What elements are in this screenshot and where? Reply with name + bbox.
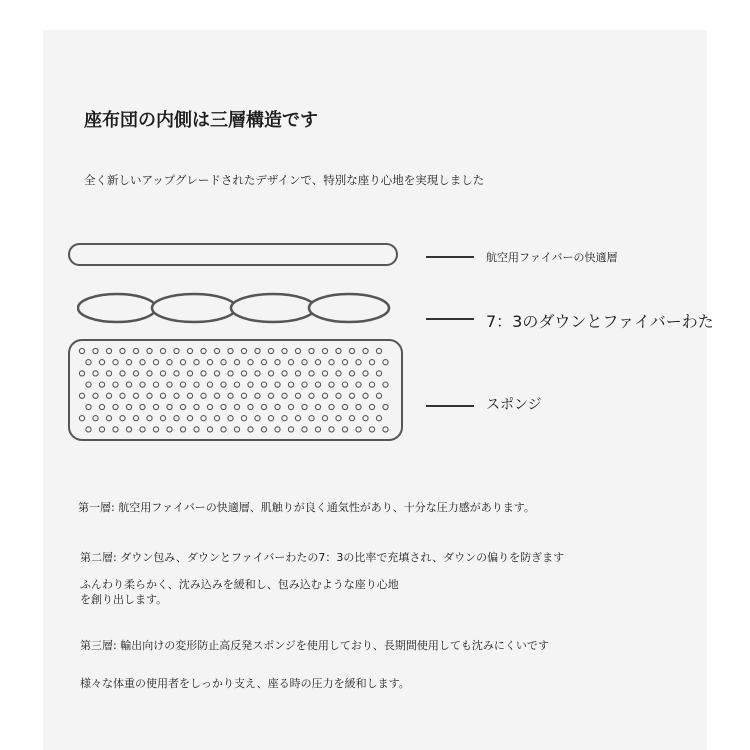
sponge-dot — [356, 360, 361, 365]
sponge-dot — [221, 404, 226, 409]
sponge-dot — [214, 393, 219, 398]
sponge-dot — [275, 404, 280, 409]
leader-line-down — [426, 318, 474, 320]
sponge-dot — [133, 393, 138, 398]
sponge-dot — [174, 416, 179, 421]
sponge-dot — [349, 416, 354, 421]
sponge-dot — [221, 382, 226, 387]
paragraph-second-layer: 第二層: ダウン包み、ダウンとファイバーわたの7：3の比率で充填され、ダウンの偏りを防ぎます — [80, 551, 565, 564]
sponge-dot — [201, 348, 206, 353]
sponge-dot — [309, 348, 314, 353]
sponge-dot — [207, 382, 212, 387]
sponge-dot — [363, 416, 368, 421]
sponge-dot — [282, 393, 287, 398]
sponge-dot — [120, 393, 125, 398]
sponge-dot — [153, 360, 158, 365]
sponge-dot — [336, 371, 341, 376]
sponge-dot — [288, 427, 293, 432]
paragraph-third-layer: 第三層: 輸出向けの変形防止高反発スポンジを使用しており、長期間使用しても沈みにくいです — [80, 639, 549, 652]
sponge-dot — [214, 416, 219, 421]
paragraph-first-layer: 第一層: 航空用ファイバーの快適層、肌触りが良く通気性があり、十分な圧力感があります。 — [78, 501, 535, 514]
sponge-dot — [113, 382, 118, 387]
sponge-dot — [133, 416, 138, 421]
sponge-dot — [275, 360, 280, 365]
sponge-dot — [363, 393, 368, 398]
sponge-dot — [207, 360, 212, 365]
sponge-dot — [342, 382, 347, 387]
sponge-dot — [79, 348, 84, 353]
sponge-dot — [140, 404, 145, 409]
sponge-dot — [214, 348, 219, 353]
sponge-dot — [86, 382, 91, 387]
sponge-dot — [261, 382, 266, 387]
sponge-dot — [180, 404, 185, 409]
sponge-dot — [241, 393, 246, 398]
sponge-dot — [126, 427, 131, 432]
sponge-dot — [329, 427, 334, 432]
sponge-dot — [187, 371, 192, 376]
sponge-dot — [207, 427, 212, 432]
sponge-dot — [342, 427, 347, 432]
sponge-dot — [194, 404, 199, 409]
sponge-dot — [261, 427, 266, 432]
sponge-dot — [180, 427, 185, 432]
sponge-dot — [113, 404, 118, 409]
sponge-dot — [153, 404, 158, 409]
sponge-dot — [268, 348, 273, 353]
sponge-dot — [126, 360, 131, 365]
sponge-dot — [315, 360, 320, 365]
sponge-dot — [99, 360, 104, 365]
sponge-dot — [167, 382, 172, 387]
sponge-dot — [113, 360, 118, 365]
sponge-dot — [167, 360, 172, 365]
sponge-dot — [356, 404, 361, 409]
sponge-dot — [315, 382, 320, 387]
sponge-dot — [336, 348, 341, 353]
sponge-dot — [282, 348, 287, 353]
sponge-dot — [336, 393, 341, 398]
sponge-dot — [120, 348, 125, 353]
sponge-dot — [86, 427, 91, 432]
sponge-layer-illustration — [68, 339, 403, 441]
sponge-dot — [234, 404, 239, 409]
sponge-dot — [106, 371, 111, 376]
sponge-dot — [288, 404, 293, 409]
sponge-dot — [106, 416, 111, 421]
sponge-dot — [376, 371, 381, 376]
sponge-dot — [288, 360, 293, 365]
sponge-dot — [86, 360, 91, 365]
sponge-dot — [261, 360, 266, 365]
sponge-dot — [194, 382, 199, 387]
sponge-dot — [106, 393, 111, 398]
sponge-dot — [248, 404, 253, 409]
sponge-dot — [99, 382, 104, 387]
sponge-dot — [255, 348, 260, 353]
sponge-dot — [153, 427, 158, 432]
sponge-dot — [120, 416, 125, 421]
sponge-dot — [309, 393, 314, 398]
sponge-dot — [160, 348, 165, 353]
sponge-dot — [349, 393, 354, 398]
sponge-dot — [194, 360, 199, 365]
sponge-dot — [241, 371, 246, 376]
sponge-dot — [140, 427, 145, 432]
sponge-dot — [376, 348, 381, 353]
page-title: 座布団の内側は三層構造です — [84, 110, 318, 131]
layer-label-down: 7：3のダウンとファイバーわた — [486, 312, 714, 331]
sponge-dot — [174, 348, 179, 353]
sponge-dot — [160, 416, 165, 421]
sponge-dot — [221, 360, 226, 365]
sponge-dot — [147, 393, 152, 398]
sponge-dot — [86, 404, 91, 409]
sponge-dot — [268, 416, 273, 421]
sponge-dot — [342, 404, 347, 409]
sponge-dot — [356, 427, 361, 432]
sponge-dot — [255, 393, 260, 398]
sponge-dot — [93, 371, 98, 376]
sponge-dot — [241, 348, 246, 353]
sponge-dot — [228, 393, 233, 398]
sponge-dot — [322, 348, 327, 353]
sponge-dot — [126, 382, 131, 387]
page-subtitle: 全く新しいアップグレードされたデザインで、特別な座り心地を実現しました — [84, 173, 485, 187]
sponge-dot — [349, 371, 354, 376]
sponge-dot — [167, 427, 172, 432]
sponge-dot — [369, 404, 374, 409]
sponge-dot — [315, 404, 320, 409]
sponge-dot — [234, 382, 239, 387]
sponge-dot — [376, 416, 381, 421]
sponge-dot — [147, 348, 152, 353]
sponge-dot — [282, 416, 287, 421]
sponge-dot — [383, 382, 388, 387]
sponge-dot — [228, 348, 233, 353]
sponge-dot — [255, 416, 260, 421]
leader-line-fiber — [426, 256, 474, 258]
sponge-dot — [187, 393, 192, 398]
sponge-dot — [275, 382, 280, 387]
sponge-dot — [174, 371, 179, 376]
sponge-dot — [268, 393, 273, 398]
sponge-dot — [295, 416, 300, 421]
sponge-dot — [93, 393, 98, 398]
sponge-dot — [248, 360, 253, 365]
sponge-dot — [363, 371, 368, 376]
sponge-dot — [167, 404, 172, 409]
sponge-dot — [234, 360, 239, 365]
sponge-dot — [194, 427, 199, 432]
sponge-dot — [383, 360, 388, 365]
sponge-dot — [174, 393, 179, 398]
sponge-dot — [288, 382, 293, 387]
sponge-dot — [329, 360, 334, 365]
sponge-dot — [302, 404, 307, 409]
sponge-dot — [234, 427, 239, 432]
sponge-dot — [228, 371, 233, 376]
sponge-dot — [140, 382, 145, 387]
sponge-dot — [93, 416, 98, 421]
sponge-dot — [241, 416, 246, 421]
sponge-dot — [255, 371, 260, 376]
sponge-dot — [295, 348, 300, 353]
sponge-dot — [309, 416, 314, 421]
sponge-dot — [140, 360, 145, 365]
paragraph-second-layer-detail — [80, 577, 399, 607]
sponge-dot — [248, 382, 253, 387]
sponge-dot — [302, 427, 307, 432]
paragraph-line: ふんわり柔らかく、沈み込みを緩和し、包み込むような座り心地 — [80, 578, 399, 591]
sponge-dot — [79, 416, 84, 421]
sponge-dot — [79, 371, 84, 376]
sponge-dot — [349, 348, 354, 353]
sponge-dot — [79, 393, 84, 398]
sponge-dot — [295, 393, 300, 398]
sponge-dot — [201, 371, 206, 376]
sponge-dot — [342, 360, 347, 365]
sponge-dot — [201, 393, 206, 398]
sponge-dot — [268, 371, 273, 376]
sponge-dot — [336, 416, 341, 421]
sponge-dot — [221, 427, 226, 432]
sponge-dot — [187, 348, 192, 353]
sponge-dot — [356, 382, 361, 387]
sponge-dot — [275, 427, 280, 432]
sponge-dot — [383, 427, 388, 432]
sponge-dot — [106, 348, 111, 353]
sponge-dot — [261, 404, 266, 409]
sponge-dot — [126, 404, 131, 409]
sponge-dot — [383, 404, 388, 409]
sponge-dot — [363, 348, 368, 353]
sponge-dot — [147, 371, 152, 376]
sponge-dot — [369, 382, 374, 387]
sponge-dot — [133, 348, 138, 353]
sponge-dot — [201, 416, 206, 421]
sponge-dot — [248, 427, 253, 432]
sponge-dot — [187, 416, 192, 421]
sponge-dot — [113, 427, 118, 432]
layer-label-sponge: スポンジ — [486, 397, 542, 413]
sponge-dot — [376, 393, 381, 398]
sponge-dot — [207, 404, 212, 409]
sponge-dot — [322, 416, 327, 421]
sponge-dot — [315, 427, 320, 432]
sponge-dot — [369, 427, 374, 432]
paragraph-third-layer-detail: 様々な体重の使用者をしっかり支え、座る時の圧力を緩和します。 — [80, 677, 410, 690]
sponge-dot — [153, 382, 158, 387]
sponge-dot — [214, 371, 219, 376]
fiber-layer-illustration — [68, 243, 398, 266]
sponge-dot — [322, 393, 327, 398]
down-layer-illustration — [77, 288, 393, 328]
sponge-dot — [99, 427, 104, 432]
sponge-dot — [302, 360, 307, 365]
sponge-pattern — [70, 341, 400, 438]
sponge-dot — [282, 371, 287, 376]
sponge-dot — [99, 404, 104, 409]
sponge-dot — [228, 416, 233, 421]
sponge-dot — [160, 393, 165, 398]
layer-label-fiber: 航空用ファイバーの快適層 — [486, 251, 618, 264]
sponge-dot — [180, 382, 185, 387]
sponge-dot — [147, 416, 152, 421]
sponge-dot — [329, 382, 334, 387]
sponge-dot — [180, 360, 185, 365]
sponge-dot — [160, 371, 165, 376]
sponge-dot — [322, 371, 327, 376]
sponge-dot — [302, 382, 307, 387]
sponge-dot — [133, 371, 138, 376]
sponge-dot — [295, 371, 300, 376]
sponge-dot — [93, 348, 98, 353]
sponge-dot — [120, 371, 125, 376]
sponge-dot — [329, 404, 334, 409]
paragraph-line: を創り出します。 — [80, 593, 168, 606]
sponge-dot — [309, 371, 314, 376]
sponge-dot — [369, 360, 374, 365]
leader-line-sponge — [426, 405, 474, 407]
